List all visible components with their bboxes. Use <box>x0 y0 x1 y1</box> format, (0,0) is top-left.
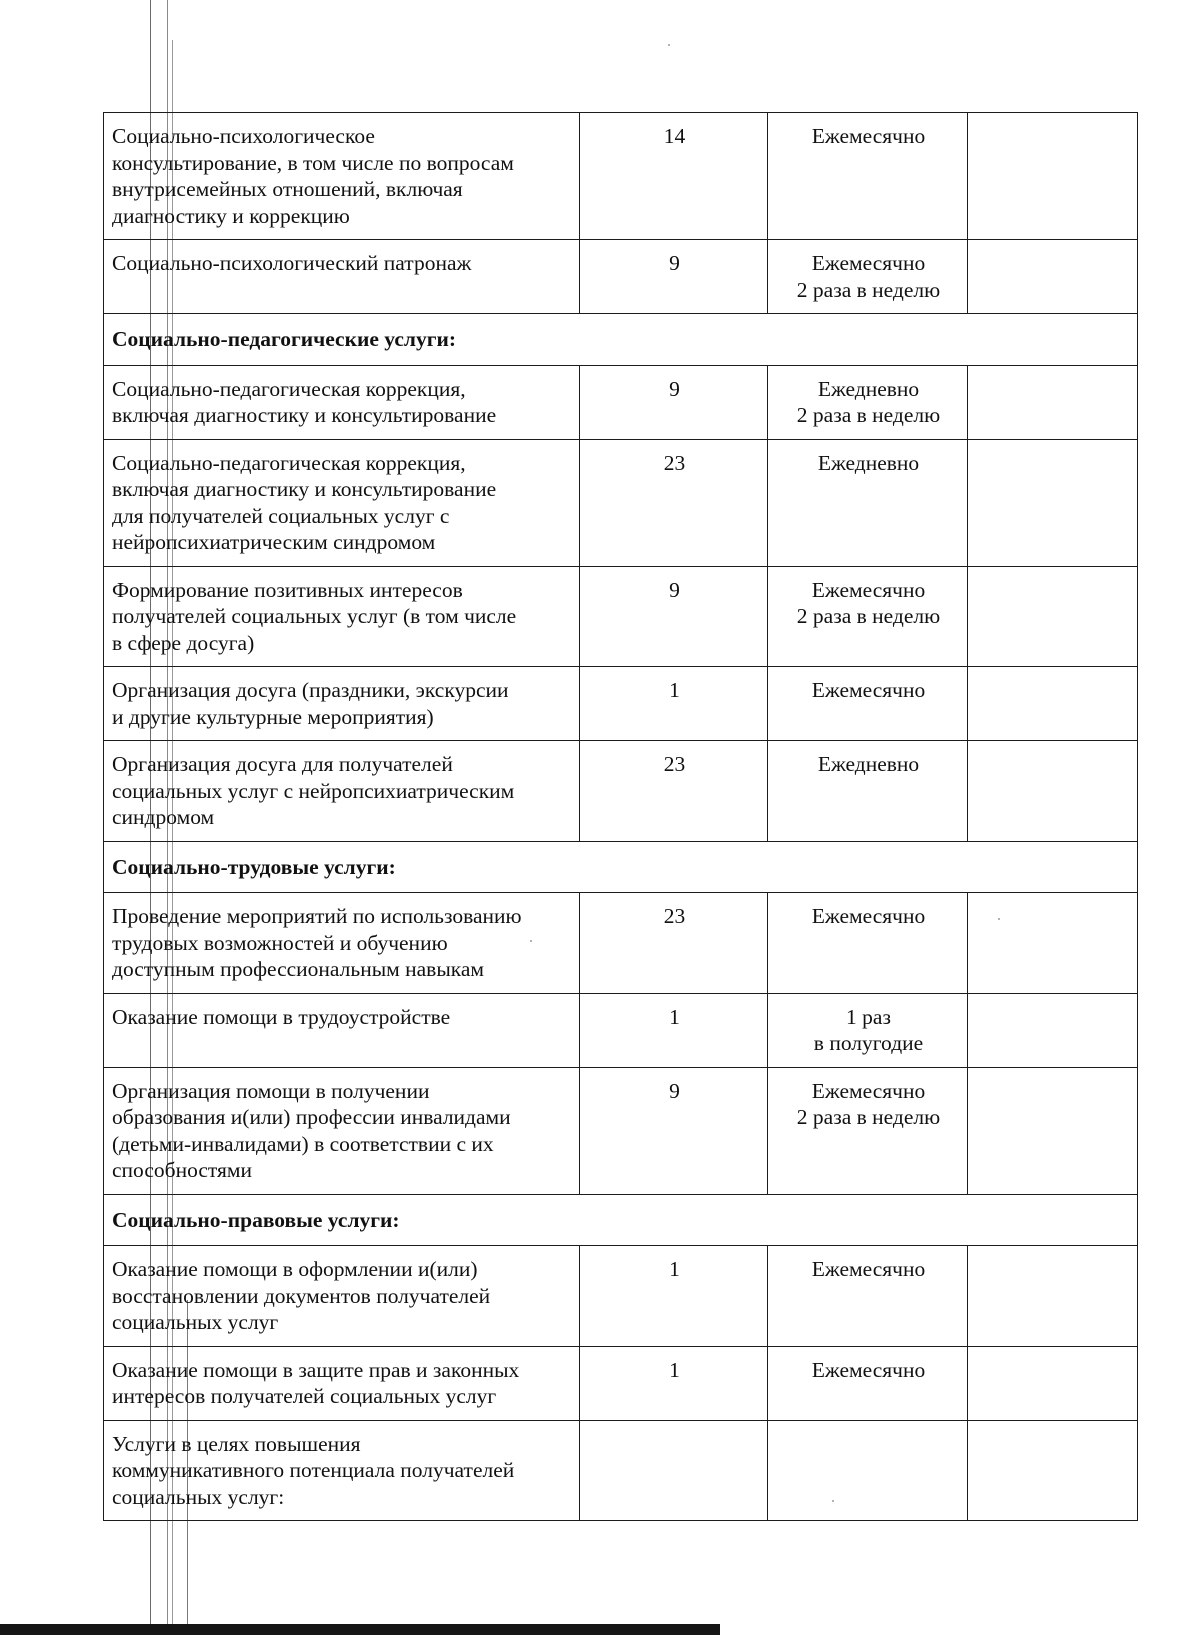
frequency-line: Ежедневно <box>817 450 920 475</box>
service-name-line: коммуникативного потенциала получателей <box>112 1458 515 1482</box>
frequency-cell <box>768 993 968 1067</box>
frequency-cell <box>768 893 968 994</box>
service-name-line: включая диагностику и консультирование <box>112 477 497 501</box>
frequency-line: Ежемесячно <box>811 678 926 702</box>
recipient-count-cell: 9 <box>580 566 768 667</box>
frequency-line: Ежедневно <box>817 376 920 401</box>
frequency-line: Ежемесячно <box>811 1257 926 1281</box>
service-name-cell <box>104 240 580 314</box>
service-name-line: Социально-психологический патронаж <box>112 251 472 275</box>
service-name-line: доступным профессиональным навыкам <box>112 957 485 981</box>
service-name-line: Оказание помощи в трудоустройстве <box>112 1004 451 1029</box>
service-name-cell <box>104 365 580 439</box>
recipient-count-cell: 9 <box>580 1067 768 1194</box>
empty-cell <box>968 993 1138 1067</box>
service-name-line: Социально-педагогическая коррекция, <box>112 450 466 475</box>
service-name-line: в сфере досуга) <box>112 630 255 655</box>
service-name-cell <box>104 1420 580 1521</box>
service-name-line: нейропсихиатрическим синдромом <box>112 530 436 554</box>
empty-cell <box>968 566 1138 667</box>
recipient-count-cell: 1 <box>580 667 768 741</box>
frequency-line: Ежемесячно <box>811 904 926 928</box>
frequency-line: 1 раз <box>846 1004 891 1029</box>
section-header-row <box>104 1194 1138 1246</box>
recipient-count-cell: 1 <box>580 1246 768 1347</box>
frequency-line: в полугодие <box>813 1031 924 1055</box>
services-table-body <box>104 113 1138 1521</box>
service-name-line: синдромом <box>112 805 215 829</box>
service-name-line: Проведение мероприятий по использованию <box>112 904 522 928</box>
service-name-line: получателей социальных услуг (в том числе <box>112 604 517 628</box>
service-name-line: Формирование позитивных интересов <box>112 577 463 602</box>
service-row <box>104 1067 1138 1194</box>
frequency-cell <box>768 113 968 240</box>
frequency-cell <box>768 1420 968 1521</box>
service-name-line: социальных услуг: <box>112 1484 285 1509</box>
scan-edge-bar <box>0 1624 720 1635</box>
service-name-cell <box>104 566 580 667</box>
empty-cell <box>968 439 1138 566</box>
services-table <box>103 112 1138 1521</box>
service-row <box>104 741 1138 842</box>
service-row <box>104 113 1138 240</box>
service-name-line: и другие культурные мероприятия) <box>112 704 434 729</box>
service-name-line: консультирование, в том числе по вопросам <box>112 150 514 175</box>
section-title: Социально-педагогические услуги: <box>104 314 1138 366</box>
scan-speck <box>668 44 670 46</box>
service-name-cell <box>104 1346 580 1420</box>
recipient-count-cell <box>580 1420 768 1521</box>
service-row <box>104 365 1138 439</box>
service-name-line: Оказание помощи в оформлении и(или) <box>112 1257 478 1281</box>
frequency-cell <box>768 365 968 439</box>
frequency-line: Ежемесячно <box>811 124 926 148</box>
recipient-count-cell: 1 <box>580 1346 768 1420</box>
service-row <box>104 1246 1138 1347</box>
service-name-cell <box>104 439 580 566</box>
frequency-cell <box>768 1067 968 1194</box>
service-name-line: для получателей социальных услуг с <box>112 503 450 528</box>
service-name-line: Социально-психологическое <box>112 124 375 148</box>
service-name-line: включая диагностику и консультирование <box>112 403 497 427</box>
frequency-cell <box>768 1346 968 1420</box>
service-name-cell <box>104 993 580 1067</box>
empty-cell <box>968 667 1138 741</box>
service-row <box>104 566 1138 667</box>
service-name-line: Социально-педагогическая коррекция, <box>112 376 466 401</box>
service-name-line: восстановлении документов получателей <box>112 1283 491 1308</box>
recipient-count-cell: 23 <box>580 893 768 994</box>
section-header-row <box>104 841 1138 893</box>
empty-cell <box>968 1067 1138 1194</box>
service-name-cell <box>104 893 580 994</box>
recipient-count-cell: 9 <box>580 240 768 314</box>
service-row <box>104 1420 1138 1521</box>
service-name-line: Организация досуга для получателей <box>112 752 453 776</box>
recipient-count-cell: 14 <box>580 113 768 240</box>
service-name-line: способностями <box>112 1158 253 1182</box>
service-name-line: интересов получателей социальных услуг <box>112 1384 497 1408</box>
service-row <box>104 667 1138 741</box>
empty-cell <box>968 1246 1138 1347</box>
frequency-cell <box>768 741 968 842</box>
service-name-line: Оказание помощи в защите прав и законных <box>112 1357 520 1382</box>
service-row <box>104 439 1138 566</box>
empty-cell <box>968 113 1138 240</box>
frequency-line: 2 раза в неделю <box>796 277 941 302</box>
service-name-cell <box>104 1246 580 1347</box>
frequency-line: Ежемесячно <box>811 1078 926 1103</box>
frequency-line: 2 раза в неделю <box>796 1105 941 1129</box>
frequency-cell <box>768 439 968 566</box>
frequency-line: 2 раза в неделю <box>796 403 941 427</box>
empty-cell <box>968 741 1138 842</box>
service-name-line: социальных услуг с нейропсихиатрическим <box>112 778 515 803</box>
empty-cell <box>968 1420 1138 1521</box>
frequency-cell <box>768 1246 968 1347</box>
empty-cell <box>968 1346 1138 1420</box>
service-name-line: социальных услуг <box>112 1310 279 1334</box>
service-name-cell <box>104 741 580 842</box>
frequency-line: Ежемесячно <box>811 1357 926 1382</box>
recipient-count-cell: 9 <box>580 365 768 439</box>
service-row <box>104 1346 1138 1420</box>
service-row <box>104 993 1138 1067</box>
empty-cell <box>968 893 1138 994</box>
service-name-line: Организация помощи в получении <box>112 1078 430 1103</box>
frequency-line: Ежедневно <box>817 752 920 776</box>
service-name-cell <box>104 113 580 240</box>
service-name-line: трудовых возможностей и обучению <box>112 930 448 955</box>
empty-cell <box>968 365 1138 439</box>
service-name-cell <box>104 667 580 741</box>
empty-cell <box>968 240 1138 314</box>
section-title: Социально-правовые услуги: <box>104 1194 1138 1246</box>
frequency-cell <box>768 240 968 314</box>
service-name-line: (детьми-инвалидами) в соответствии с их <box>112 1131 494 1156</box>
frequency-line: 2 раза в неделю <box>796 604 941 628</box>
recipient-count-cell: 23 <box>580 741 768 842</box>
service-row <box>104 240 1138 314</box>
frequency-line: Ежемесячно <box>811 251 926 275</box>
service-name-line: Услуги в целях повышения <box>112 1431 361 1456</box>
frequency-cell <box>768 667 968 741</box>
service-name-cell <box>104 1067 580 1194</box>
section-title: Социально-трудовые услуги: <box>104 841 1138 893</box>
service-name-line: диагностику и коррекцию <box>112 203 350 228</box>
recipient-count-cell: 23 <box>580 439 768 566</box>
frequency-line: Ежемесячно <box>811 577 926 602</box>
section-header-row <box>104 314 1138 366</box>
service-row <box>104 893 1138 994</box>
service-name-line: образования и(или) профессии инвалидами <box>112 1105 511 1129</box>
service-name-line: внутрисемейных отношений, включая <box>112 177 463 201</box>
frequency-cell <box>768 566 968 667</box>
recipient-count-cell: 1 <box>580 993 768 1067</box>
service-name-line: Организация досуга (праздники, экскурсии <box>112 678 509 702</box>
